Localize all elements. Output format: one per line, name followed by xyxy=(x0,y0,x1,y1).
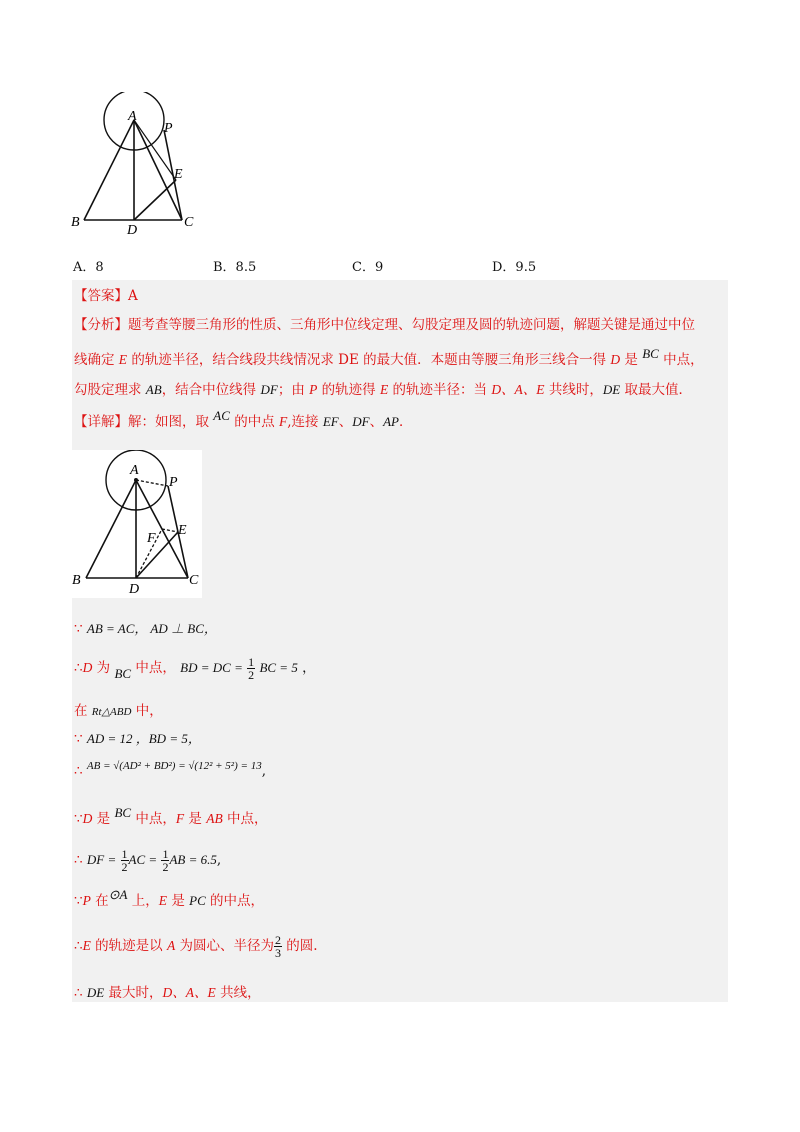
t: DF xyxy=(260,382,278,397)
t: 中点， xyxy=(222,811,268,827)
t: ∴ xyxy=(74,938,83,954)
t: DE xyxy=(86,985,105,1000)
t: 中点， xyxy=(658,352,704,368)
t: AB = 6.5 xyxy=(169,852,217,867)
label-a: A xyxy=(128,109,137,124)
t: E xyxy=(158,893,168,908)
t: AP xyxy=(383,414,399,429)
t: 的轨迹得 xyxy=(317,382,380,398)
t: 的圆. xyxy=(281,938,318,954)
choice-c: C．9 xyxy=(352,260,384,275)
t: 中， xyxy=(131,703,163,719)
t: DF xyxy=(352,414,370,429)
t: E xyxy=(379,382,389,397)
t: ∴ xyxy=(74,660,83,676)
label-b: B xyxy=(72,573,81,588)
t: BD = DC = xyxy=(180,660,243,675)
t: EF xyxy=(322,414,339,429)
t: 是 xyxy=(167,893,190,909)
analysis-tag: 【分析】 xyxy=(74,317,128,333)
t: ∴ xyxy=(74,852,87,868)
seg-ab xyxy=(86,480,136,578)
t: 共线， xyxy=(215,985,261,1001)
t: AB = AC， AD ⊥ BC， xyxy=(86,621,217,636)
t: 是 xyxy=(92,811,115,827)
figure-2 xyxy=(72,450,202,598)
label-c: C xyxy=(189,573,199,588)
t: AC xyxy=(213,408,230,423)
t: 中点， xyxy=(131,811,176,827)
t: 为 xyxy=(92,660,115,676)
label-c: C xyxy=(184,215,194,230)
t: 1 xyxy=(162,847,169,861)
t: Rt△ABD xyxy=(91,706,132,718)
analysis-line-2 xyxy=(74,346,704,369)
step-9 xyxy=(74,934,318,959)
t: A xyxy=(166,938,176,953)
step-10 xyxy=(74,984,261,1002)
step-1 xyxy=(74,620,217,638)
fraction-half-1 xyxy=(121,848,129,873)
answer-value: A xyxy=(128,288,138,304)
t: ，结合中位线得 xyxy=(161,382,261,398)
choice-b: B．8.5 xyxy=(213,260,257,275)
fraction-half xyxy=(247,656,255,681)
t: DF = xyxy=(86,852,117,867)
t: BC xyxy=(114,805,132,820)
t: 2 xyxy=(121,860,128,874)
t: 最大时， xyxy=(104,985,163,1001)
t: E xyxy=(118,352,128,367)
analysis-line-3 xyxy=(74,381,692,399)
t: 中点， xyxy=(131,660,176,676)
t: 勾股定理求 xyxy=(74,382,146,398)
t: 2 xyxy=(162,860,169,874)
t: ∵ xyxy=(74,621,87,637)
t: 取最大值． xyxy=(620,382,692,398)
t: AB xyxy=(206,811,223,826)
label-d: D xyxy=(127,223,138,237)
label-e: E xyxy=(174,167,183,182)
t: 为圆心、半径为 xyxy=(175,938,274,954)
t: ∵ xyxy=(74,731,87,747)
t: 线确定 xyxy=(74,352,119,368)
t: E xyxy=(82,938,91,953)
t: 1 xyxy=(248,655,255,669)
t: D xyxy=(82,660,93,675)
step-3 xyxy=(74,702,163,721)
label-d: D xyxy=(129,582,140,597)
step-6 xyxy=(74,805,268,828)
t: 、 xyxy=(338,414,353,430)
step-2 xyxy=(74,656,316,681)
t: P xyxy=(82,893,91,908)
t: ， xyxy=(302,660,316,676)
t: 是 xyxy=(620,352,643,368)
t: BC = 5 xyxy=(259,660,298,675)
t: D xyxy=(610,352,621,367)
t: 的中点 xyxy=(229,414,280,430)
t: 的中点， xyxy=(205,893,265,909)
step-7: ∴ DF = $\frac{1}{2}$ AC = $\frac{1}{2}$ AB = 6.5, xyxy=(74,847,222,874)
seg-de xyxy=(134,180,176,220)
t: ⊙A xyxy=(108,887,128,902)
t: ∵ xyxy=(74,893,83,909)
seg-de xyxy=(136,532,178,578)
choice-a: A．8 xyxy=(73,260,104,275)
step-4 xyxy=(74,730,201,748)
seg-ap-dashed xyxy=(136,480,168,486)
t: P xyxy=(309,382,318,397)
detail-line xyxy=(74,408,413,431)
t: 是 xyxy=(184,811,207,827)
label-e: E xyxy=(178,523,187,538)
t: 上， xyxy=(127,893,159,909)
t: ． xyxy=(398,414,413,430)
t: F xyxy=(175,811,185,826)
t: 的轨迹半径：当 xyxy=(388,382,492,398)
t: 在 xyxy=(90,893,109,909)
figure-1 xyxy=(70,92,210,237)
t: AC = xyxy=(128,852,158,867)
t: AB xyxy=(145,382,162,397)
t: D、A、E xyxy=(491,382,545,397)
fraction-two-thirds xyxy=(274,934,282,959)
t: F xyxy=(279,414,288,429)
seg-ab xyxy=(84,120,134,220)
label-f: F xyxy=(147,531,156,546)
t: D、A、E xyxy=(162,985,216,1000)
t: 、 xyxy=(369,414,384,430)
seg-fe-dashed xyxy=(162,529,178,532)
t: 的轨迹半径，结合线段共线情况求 DE 的最大值．本题由等腰三角形三线合一得 xyxy=(127,352,611,368)
answer-line xyxy=(74,287,138,305)
t: 解：如图，取 xyxy=(128,414,214,430)
answer-tag: 【答案】 xyxy=(74,288,128,304)
t: DE xyxy=(602,382,621,397)
point-a xyxy=(134,478,138,482)
step-8 xyxy=(74,887,265,910)
t: D xyxy=(82,811,93,826)
t: BC xyxy=(114,666,132,681)
t: 2 xyxy=(274,933,281,947)
analysis-text-1: 题考查等腰三角形的性质、三角形中位线定理、勾股定理及圆的轨迹问题，解题关键是通过中位 xyxy=(128,317,695,333)
t: 在 xyxy=(74,703,92,719)
t: 的轨迹是以 xyxy=(90,938,167,954)
t: 1 xyxy=(121,847,128,861)
label-p: P xyxy=(169,475,178,490)
t: ∵ xyxy=(74,811,83,827)
answer-choices xyxy=(73,256,673,276)
analysis-line-1 xyxy=(74,316,695,334)
label-a: A xyxy=(130,463,139,478)
t: ∴ xyxy=(74,763,87,779)
t: AD = 12 ，BD = 5， xyxy=(86,731,201,746)
t: ；由 xyxy=(277,382,310,398)
t: 共线时， xyxy=(544,382,603,398)
choice-d: D．9.5 xyxy=(492,260,537,275)
step-5: ∴ $^{AB = √(AD^2 + BD^2) = √(12^2 + 5^2) = 13}$, xyxy=(74,760,266,779)
t: ∴ xyxy=(74,985,87,1001)
t: AB = √(AD² + BD²) = √(12² + 5²) = 13 xyxy=(86,760,262,772)
label-b: B xyxy=(71,215,80,230)
t: PC xyxy=(189,893,206,908)
t: 3 xyxy=(274,946,281,960)
t: 2 xyxy=(248,668,255,682)
t: BC xyxy=(642,346,659,361)
detail-tag: 【详解】 xyxy=(74,414,128,430)
label-p: P xyxy=(164,121,173,136)
t: ,连接 xyxy=(287,414,323,430)
